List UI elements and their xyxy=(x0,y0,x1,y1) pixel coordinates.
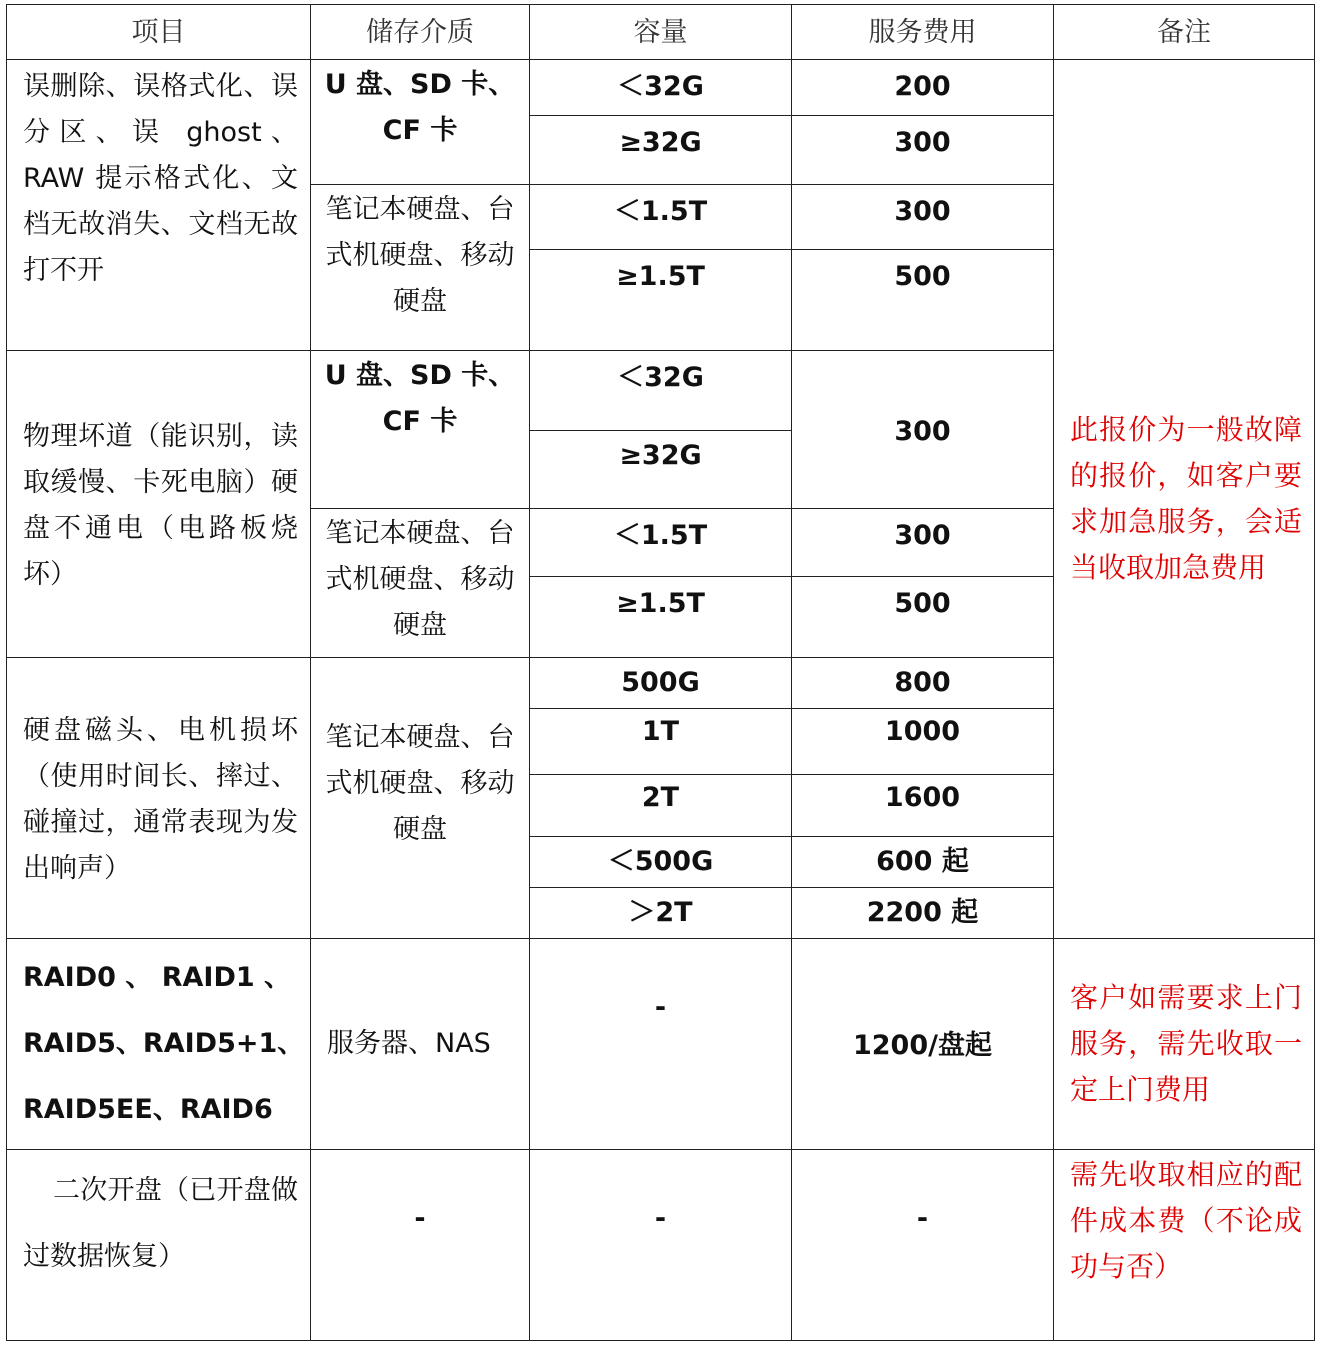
table-row xyxy=(7,1150,1315,1341)
medium-server-nas: 服务器、NAS xyxy=(311,939,530,1150)
head-motor-fault-item: 硬盘磁头、电机损坏（使用时间长、摔过、碰撞过，通常表现为发出响声） xyxy=(7,658,311,939)
capacity-cell: ＜1.5T xyxy=(530,185,792,250)
logical-fault-item: 误删除、误格式化、误分区、误 ghost、RAW 提示格式化、文档无故消失、文档无故打不开 xyxy=(7,60,311,351)
capacity-cell: 2T xyxy=(530,775,792,837)
capacity-cell: ≥32G xyxy=(530,431,792,509)
price-table xyxy=(6,4,1315,1341)
fee-cell: 300 xyxy=(792,116,1054,185)
medium-usb-sd-cf: U 盘、SD 卡、CF 卡 xyxy=(311,60,530,185)
fee-cell: 500 xyxy=(792,250,1054,351)
capacity-cell: ＜32G xyxy=(530,351,792,431)
fee-cell: - xyxy=(792,1150,1054,1341)
header-medium: 储存介质 xyxy=(311,5,530,60)
fee-cell: 300 xyxy=(792,509,1054,577)
capacity-cell: ≥1.5T xyxy=(530,250,792,351)
table-row xyxy=(7,939,1315,1150)
capacity-cell: 1T xyxy=(530,709,792,775)
header-fee: 服务费用 xyxy=(792,5,1054,60)
medium-cell: - xyxy=(311,1150,530,1341)
raid-line: RAID0 、 RAID1 、 xyxy=(23,962,292,993)
raid-item xyxy=(7,939,311,1150)
fee-cell: 500 xyxy=(792,577,1054,658)
capacity-cell: ＜32G xyxy=(530,60,792,116)
physical-fault-item: 物理坏道（能识别，读取缓慢、卡死电脑）硬盘不通电（电路板烧坏） xyxy=(7,351,311,658)
note-parts: 需先收取相应的配件成本费（不论成功与否） xyxy=(1054,1150,1315,1341)
capacity-cell: ＞2T xyxy=(530,888,792,939)
capacity-cell: - xyxy=(530,1150,792,1341)
table-row xyxy=(7,60,1315,116)
medium-usb-sd-cf: U 盘、SD 卡、CF 卡 xyxy=(311,351,530,509)
header-note: 备注 xyxy=(1054,5,1315,60)
fee-cell: 1200/盘起 xyxy=(792,939,1054,1150)
note-onsite: 客户如需要求上门服务，需先收取一定上门费用 xyxy=(1054,939,1315,1150)
capacity-cell: ＜500G xyxy=(530,837,792,888)
raid-line: RAID5、RAID5+1、 xyxy=(23,1028,305,1059)
reopen-item: 二次开盘（已开盘做过数据恢复） xyxy=(7,1150,311,1341)
fee-cell: 600 起 xyxy=(792,837,1054,888)
fee-cell: 200 xyxy=(792,60,1054,116)
capacity-cell: - xyxy=(530,939,792,1150)
fee-cell: 1600 xyxy=(792,775,1054,837)
note-urgent: 此报价为一般故障的报价，如客户要求加急服务，会适当收取加急费用 xyxy=(1054,60,1315,939)
fee-cell: 300 xyxy=(792,351,1054,509)
capacity-cell: 500G xyxy=(530,658,792,709)
capacity-cell: ＜1.5T xyxy=(530,509,792,577)
capacity-cell: ≥1.5T xyxy=(530,577,792,658)
header-item: 项目 xyxy=(7,5,311,60)
header-row xyxy=(7,5,1315,60)
raid-line: RAID5EE、RAID6 xyxy=(23,1094,273,1125)
medium-hdd: 笔记本硬盘、台式机硬盘、移动硬盘 xyxy=(311,658,530,939)
medium-hdd: 笔记本硬盘、台式机硬盘、移动硬盘 xyxy=(311,185,530,351)
capacity-cell: ≥32G xyxy=(530,116,792,185)
fee-cell: 2200 起 xyxy=(792,888,1054,939)
fee-cell: 300 xyxy=(792,185,1054,250)
fee-cell: 1000 xyxy=(792,709,1054,775)
medium-hdd: 笔记本硬盘、台式机硬盘、移动硬盘 xyxy=(311,509,530,658)
header-capacity: 容量 xyxy=(530,5,792,60)
fee-cell: 800 xyxy=(792,658,1054,709)
